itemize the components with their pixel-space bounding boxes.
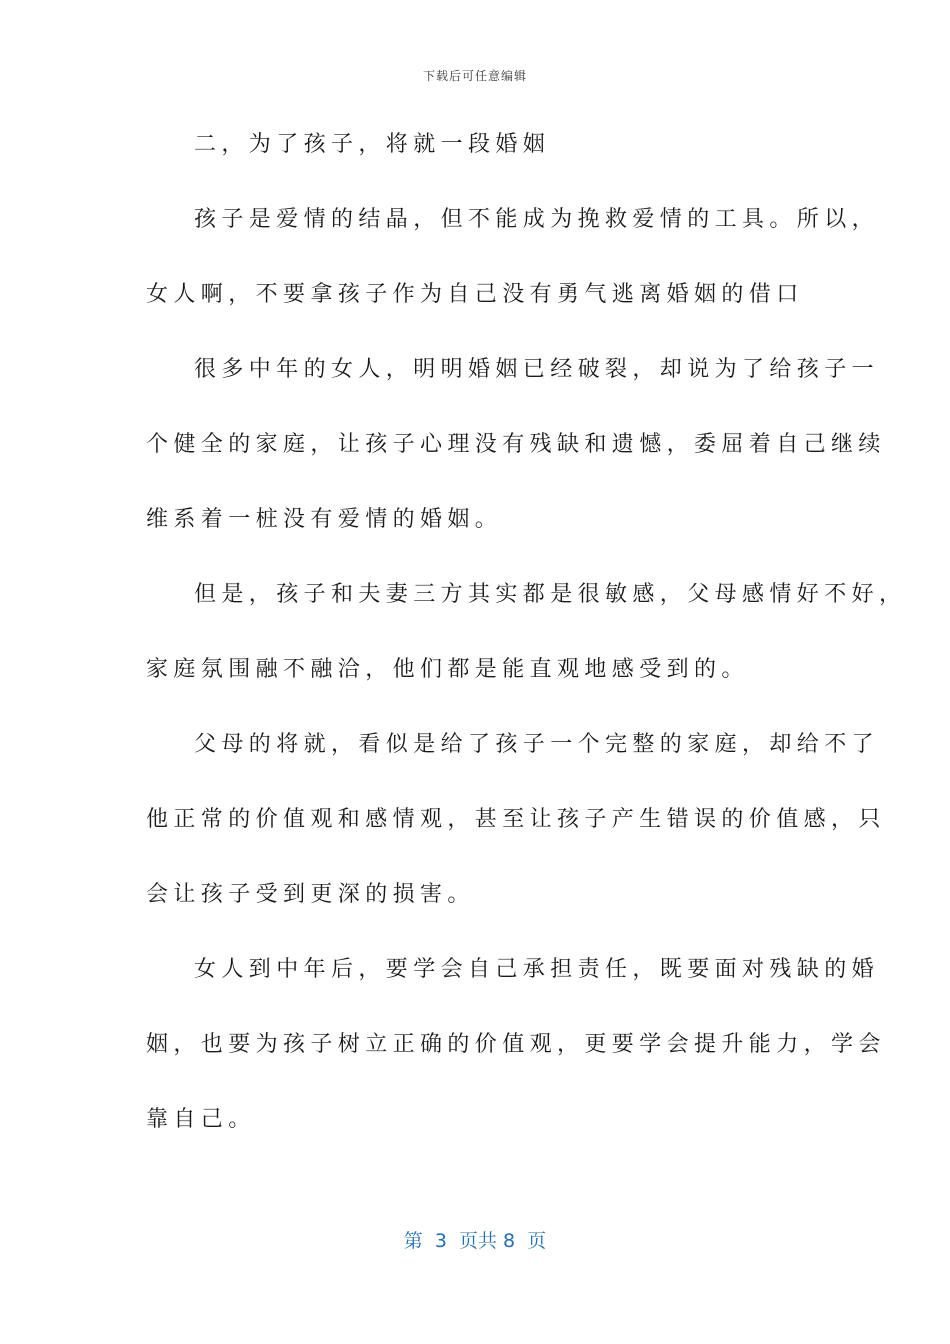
section-heading: 二，为了孩子，将就一段婚姻 [194, 132, 551, 157]
paragraph-line: 他正常的价值观和感情观，甚至让孩子产生错误的价值感，只 [146, 807, 886, 832]
paragraph-line: 维系着一桩没有爱情的婚姻。 [146, 507, 503, 532]
paragraph-line: 会让孩子受到更深的损害。 [146, 882, 475, 907]
paragraph-line: 孩子是爱情的结晶，但不能成为挽救爱情的工具。所以， [194, 207, 880, 232]
paragraph-line: 但是，孩子和夫妻三方其实都是很敏感，父母感情好不好， [194, 582, 907, 607]
paragraph-line: 姻，也要为孩子树立正确的价值观，更要学会提升能力，学会 [146, 1032, 886, 1057]
paragraph-line: 很多中年的女人，明明婚姻已经破裂，却说为了给孩子一 [194, 357, 880, 382]
paragraph-line: 个健全的家庭，让孩子心理没有残缺和遗憾，委屈着自己继续 [146, 432, 886, 457]
page-number-footer: 第 3 页共 8 页 [403, 1230, 547, 1252]
paragraph-line: 家庭氛围融不融洽，他们都是能直观地感受到的。 [146, 657, 749, 682]
paragraph-line: 女人啊，不要拿孩子作为自己没有勇气逃离婚姻的借口 [146, 282, 804, 307]
page-header: 下载后可任意编辑 [422, 69, 527, 83]
paragraph-line: 女人到中年后，要学会自己承担责任，既要面对残缺的婚 [194, 957, 880, 982]
paragraph-line: 靠自己。 [146, 1107, 256, 1132]
paragraph-line: 父母的将就，看似是给了孩子一个完整的家庭，却给不了 [194, 732, 880, 757]
